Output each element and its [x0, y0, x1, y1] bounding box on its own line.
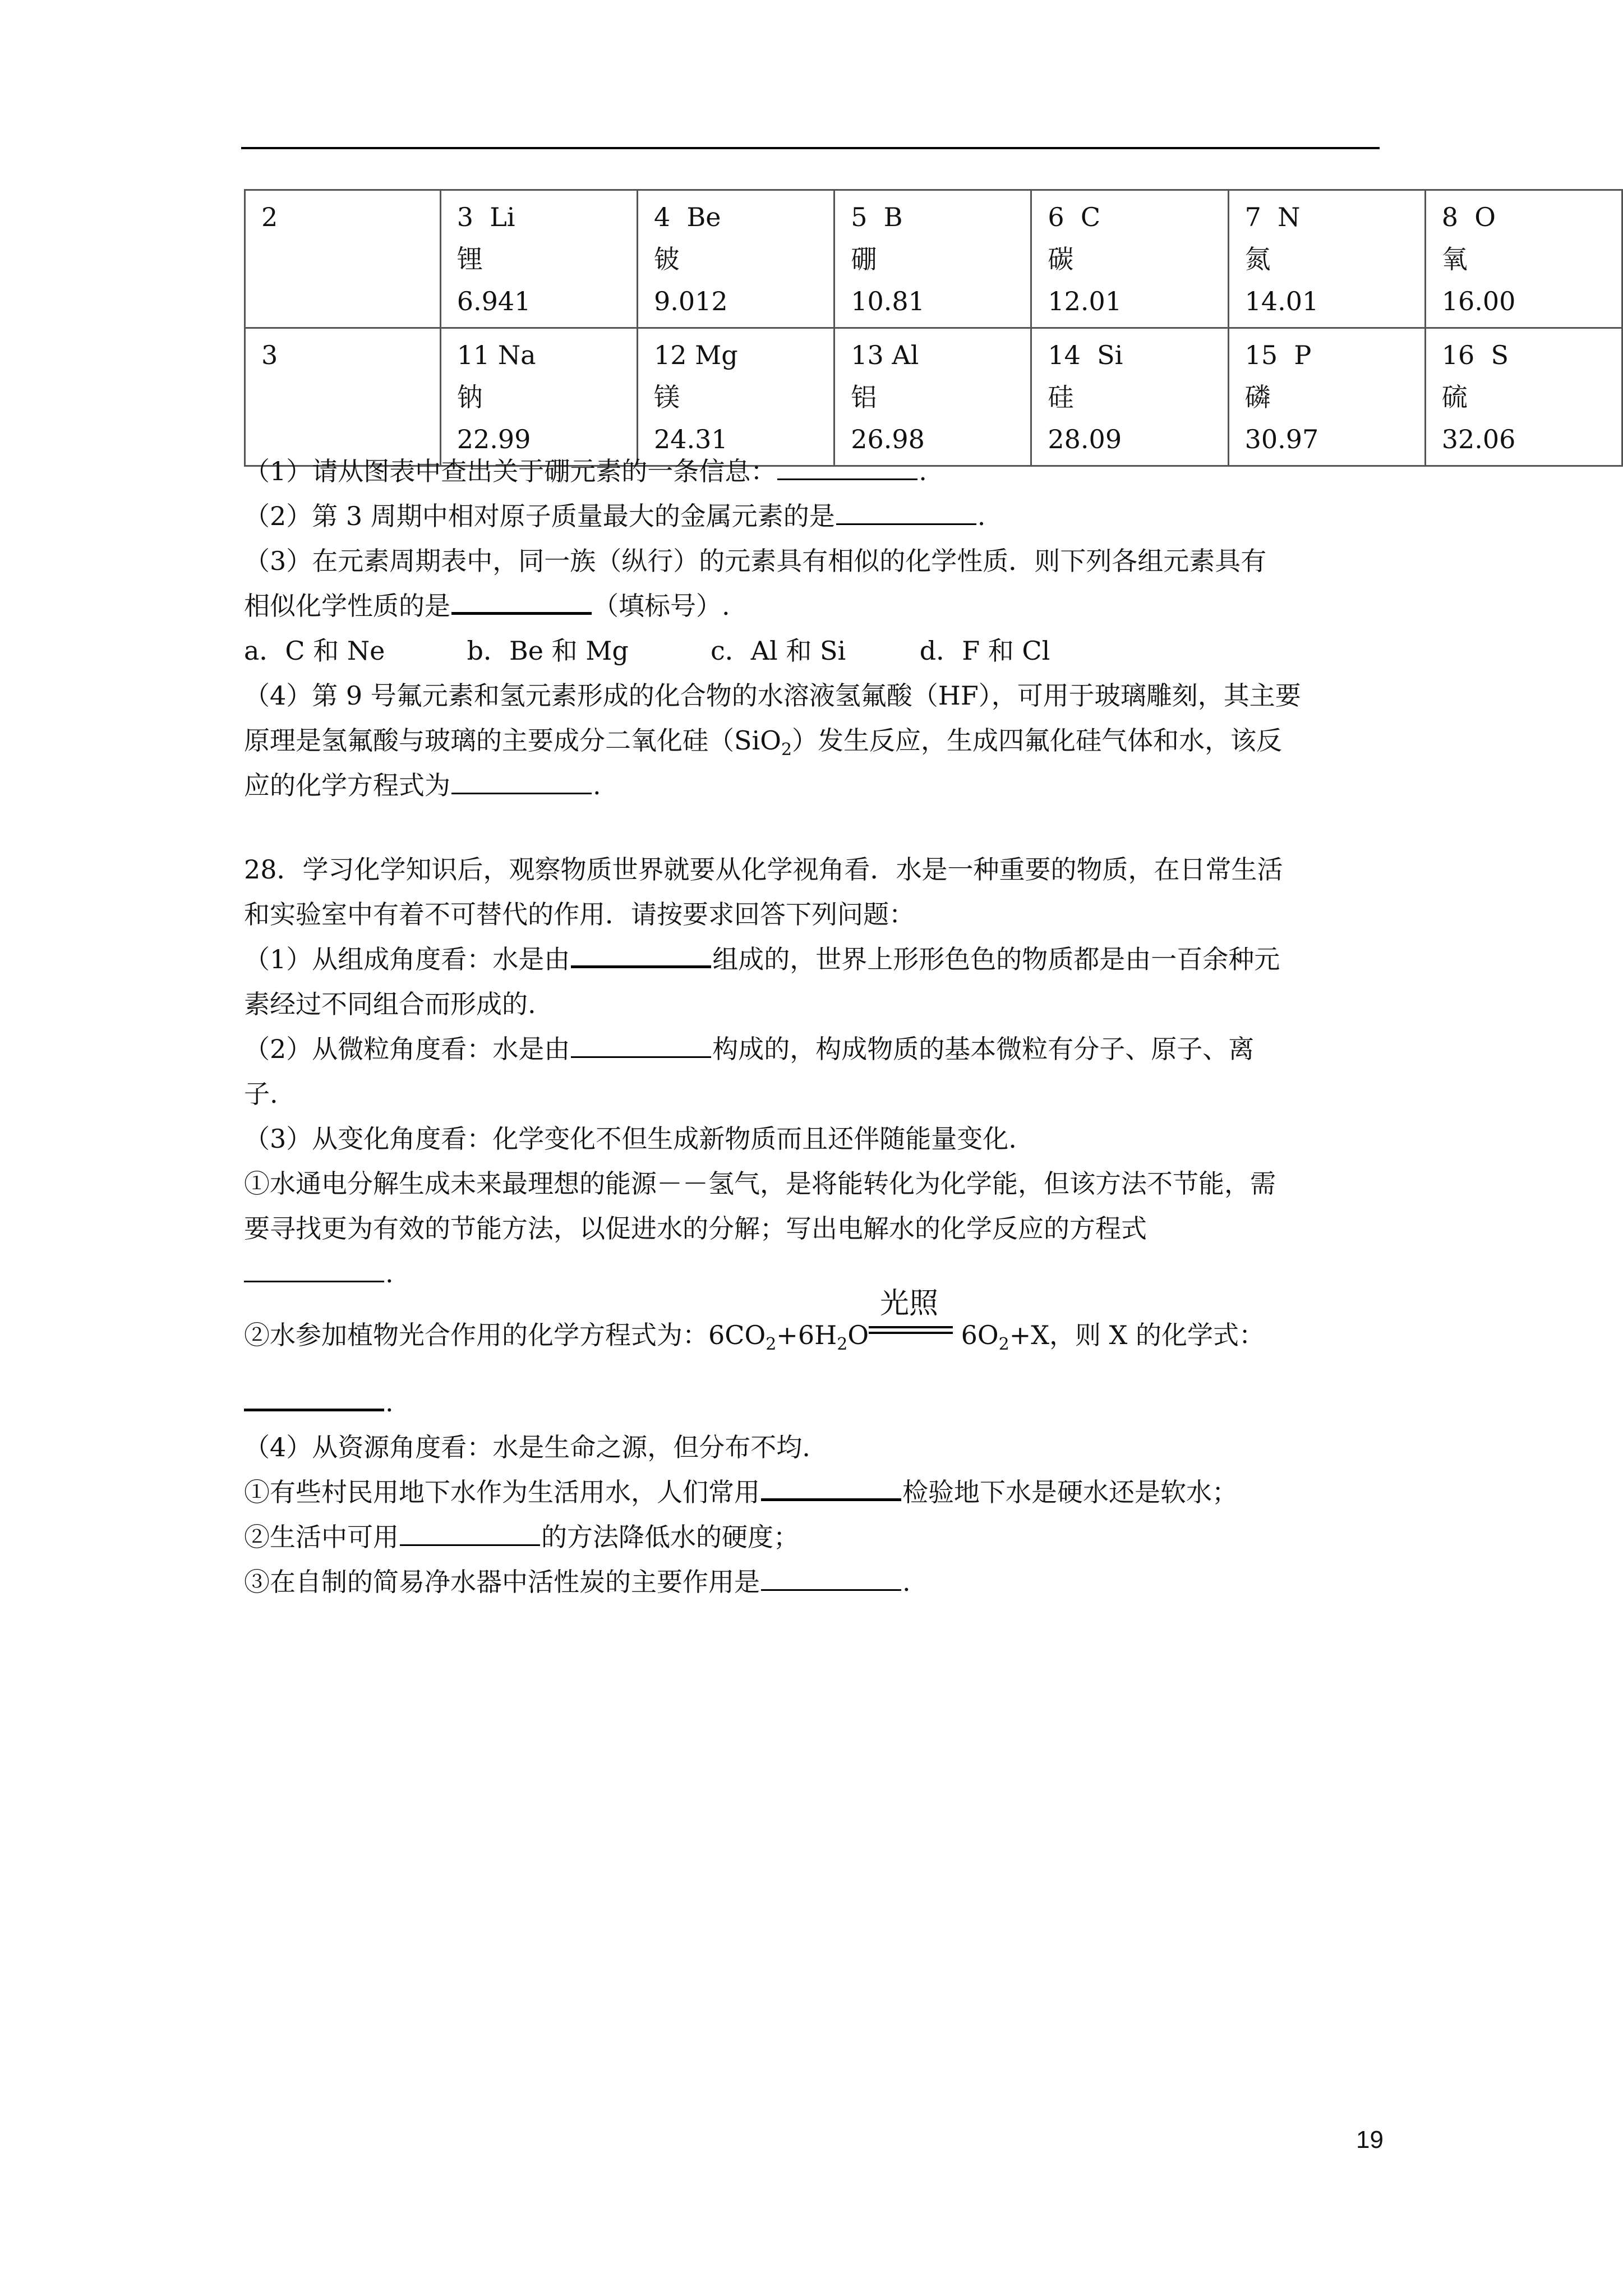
element-number-symbol: 13 Al: [851, 340, 919, 370]
q27-part3-line1: （3）在元素周期表中，同一族（纵行）的元素具有相似的化学性质．则下列各组元素具有: [244, 546, 1267, 576]
element-mass: 16.00: [1441, 286, 1516, 316]
q28-part3-2-end: .: [385, 1387, 394, 1418]
period-cell: 3: [245, 328, 441, 466]
element-mass: 32.06: [1441, 424, 1516, 454]
answer-blank[interactable]: [400, 1516, 540, 1546]
q28-part3-2-line2: [244, 1380, 1394, 1425]
q28-part4-2-text: ②生活中可用: [244, 1522, 399, 1552]
q28-part2-line1: [244, 1027, 1394, 1071]
element-number-symbol: 7 N: [1244, 202, 1301, 232]
element-number-symbol: 3 Li: [457, 202, 515, 232]
question-content: [244, 449, 1394, 1604]
equation-text: ②水参加植物光合作用的化学方程式为：6CO: [244, 1320, 766, 1350]
element-number-symbol: 11 Na: [457, 340, 536, 370]
q28-part3-2-line1: [244, 1287, 1394, 1358]
q28-part4: （4）从资源角度看：水是生命之源，但分布不均.: [244, 1432, 810, 1462]
element-mass: 30.97: [1244, 424, 1319, 454]
q28-part4-3: [244, 1559, 1394, 1604]
element-number-symbol: 12 Mg: [653, 340, 738, 370]
element-name: 锂: [457, 244, 483, 274]
element-cell: [440, 190, 637, 328]
q27-part3-text: 相似化学性质的是: [244, 591, 450, 621]
element-name: 钠: [457, 382, 483, 412]
q28-intro-line1: 28．学习化学知识后，观察物质世界就要从化学视角看．水是一种重要的物质，在日常生活: [244, 854, 1283, 885]
q28-part4-2-end: 的方法降低水的硬度；: [541, 1522, 799, 1552]
element-cell: [1031, 190, 1228, 328]
element-number-symbol: 4 Be: [653, 202, 721, 232]
q27-part4-line2: [244, 718, 1394, 763]
element-cell: [1228, 328, 1425, 466]
q28-part1-line1: [244, 937, 1394, 982]
answer-blank[interactable]: [244, 1253, 384, 1282]
answer-blank[interactable]: [244, 1381, 384, 1411]
element-cell: [440, 328, 637, 466]
q28-part3-1-line3: [244, 1251, 1394, 1296]
element-name: 镁: [653, 382, 680, 412]
equation-text: O: [847, 1320, 869, 1350]
element-mass: 9.012: [653, 286, 728, 316]
element-number-symbol: 15 P: [1244, 340, 1312, 370]
q27-part4-text-c: 应的化学方程式为: [244, 770, 450, 800]
equation-text: +6H: [776, 1320, 837, 1350]
answer-blank[interactable]: [451, 765, 592, 794]
reaction-arrow: [869, 1287, 953, 1344]
element-name: 硫: [1441, 382, 1468, 412]
element-name: 铍: [653, 244, 680, 274]
subscript: 2: [998, 1335, 1009, 1355]
q28-part3-1-line1: ①水通电分解生成未来最理想的能源－－氢气，是将能转化为化学能，但该方法不节能，需: [244, 1168, 1276, 1199]
q28-part1-line2: 素经过不同组合而形成的.: [244, 989, 536, 1019]
q28-part4-1-text: ①有些村民用地下水作为生活用水，人们常用: [244, 1477, 760, 1507]
q27-part2-text: （2）第 3 周期中相对原子质量最大的金属元素的是: [244, 501, 835, 531]
element-cell: [834, 190, 1031, 328]
answer-blank[interactable]: [777, 450, 917, 480]
element-cell: [637, 328, 834, 466]
element-cell: [1031, 328, 1228, 466]
table-row: [245, 190, 1622, 328]
element-mass: 6.941: [457, 286, 531, 316]
q28-part3: （3）从变化角度看：化学变化不但生成新物质而且还伴随能量变化.: [244, 1124, 1017, 1154]
element-name: 磷: [1244, 382, 1271, 412]
q27-part3-end: （填标号）.: [593, 591, 730, 621]
answer-blank[interactable]: [761, 1470, 901, 1501]
subscript: 2: [781, 740, 792, 760]
element-mass: 24.31: [653, 424, 728, 454]
q28-part2-line2: 子.: [244, 1079, 278, 1109]
q27-part4-text-b: ）发生反应，生成四氟化硅气体和水，该反: [792, 725, 1283, 756]
q27-part4-line1: （4）第 9 号氟元素和氢元素形成的化合物的水溶液氢氟酸（HF），可用于玻璃雕刻，其主要: [244, 680, 1301, 711]
q28-part1-text: （1）从组成角度看：水是由: [244, 944, 570, 974]
periodic-table: [244, 189, 1623, 467]
answer-blank[interactable]: [571, 937, 711, 968]
element-name: 氧: [1441, 244, 1468, 274]
element-cell: [834, 328, 1031, 466]
element-cell: [1228, 190, 1425, 328]
header-rule: [241, 147, 1380, 149]
answer-blank[interactable]: [836, 495, 976, 525]
element-mass: 14.01: [1244, 286, 1319, 316]
q27-part2-end: .: [977, 501, 986, 531]
q28-part4-3-text: ③在自制的简易净水器中活性炭的主要作用是: [244, 1567, 760, 1597]
element-name: 硅: [1048, 382, 1074, 412]
q27-part1-text: （1）请从图表中查出关于硼元素的一条信息：: [244, 456, 777, 486]
q28-part4-1: [244, 1470, 1394, 1515]
element-number-symbol: 14 Si: [1048, 340, 1123, 370]
reaction-condition: 光照: [880, 1287, 939, 1320]
q27-part1: [244, 449, 1394, 494]
q27-part3-line2: [244, 583, 1394, 628]
equation-text: 6O: [953, 1320, 999, 1350]
q28-part1-text-end: 组成的，世界上形形色色的物质都是由一百余种元: [712, 944, 1280, 974]
period-cell: 2: [245, 190, 441, 328]
q28-part3-1-line2: 要寻找更为有效的节能方法，以促进水的分解；写出电解水的化学反应的方程式: [244, 1213, 1147, 1244]
element-mass: 28.09: [1048, 424, 1122, 454]
q27-options: a．C 和 Ne b．Be 和 Mg c．Al 和 Si d．F 和 Cl: [244, 636, 1050, 666]
element-name: 碳: [1048, 244, 1074, 274]
element-name: 铝: [851, 382, 877, 412]
page-number: 19: [1356, 2126, 1384, 2154]
subscript: 2: [837, 1335, 848, 1355]
answer-blank[interactable]: [451, 584, 592, 615]
element-name: 氮: [1244, 244, 1271, 274]
q27-part2: [244, 494, 1394, 539]
answer-blank[interactable]: [571, 1028, 711, 1058]
q28-part2-text: （2）从微粒角度看：水是由: [244, 1034, 570, 1064]
q28-intro-line2: 和实验室中有着不可替代的作用．请按要求回答下列问题：: [244, 899, 915, 930]
q27-part4-line3: [244, 763, 1394, 808]
q27-part4-text-a: 原理是氢氟酸与玻璃的主要成分二氧化硅（SiO: [244, 725, 781, 756]
element-mass: 26.98: [851, 424, 925, 454]
q28-part3-1-end: .: [385, 1258, 394, 1289]
table-row: [245, 328, 1622, 466]
element-mass: 22.99: [457, 424, 531, 454]
element-mass: 10.81: [851, 286, 925, 316]
element-number-symbol: 8 O: [1441, 202, 1496, 232]
element-number-symbol: 5 B: [851, 202, 903, 232]
q27-part1-end: .: [919, 456, 927, 486]
subscript: 2: [766, 1335, 777, 1355]
q27-part4-end: .: [593, 770, 601, 800]
q28-part4-3-end: .: [902, 1567, 911, 1597]
q28-part4-1-end: 检验地下水是硬水还是软水；: [902, 1477, 1238, 1507]
q28-part2-text-end: 构成的，构成物质的基本微粒有分子、原子、离: [712, 1034, 1255, 1064]
equation-text: +X，则 X 的化学式：: [1009, 1320, 1265, 1350]
element-cell: [1425, 190, 1622, 328]
element-cell: [1425, 328, 1622, 466]
element-cell: [637, 190, 834, 328]
q28-part4-2: [244, 1515, 1394, 1559]
element-number-symbol: 6 C: [1048, 202, 1101, 232]
element-number-symbol: 16 S: [1441, 340, 1509, 370]
answer-blank[interactable]: [761, 1561, 901, 1591]
element-name: 硼: [851, 244, 877, 274]
element-mass: 12.01: [1048, 286, 1122, 316]
